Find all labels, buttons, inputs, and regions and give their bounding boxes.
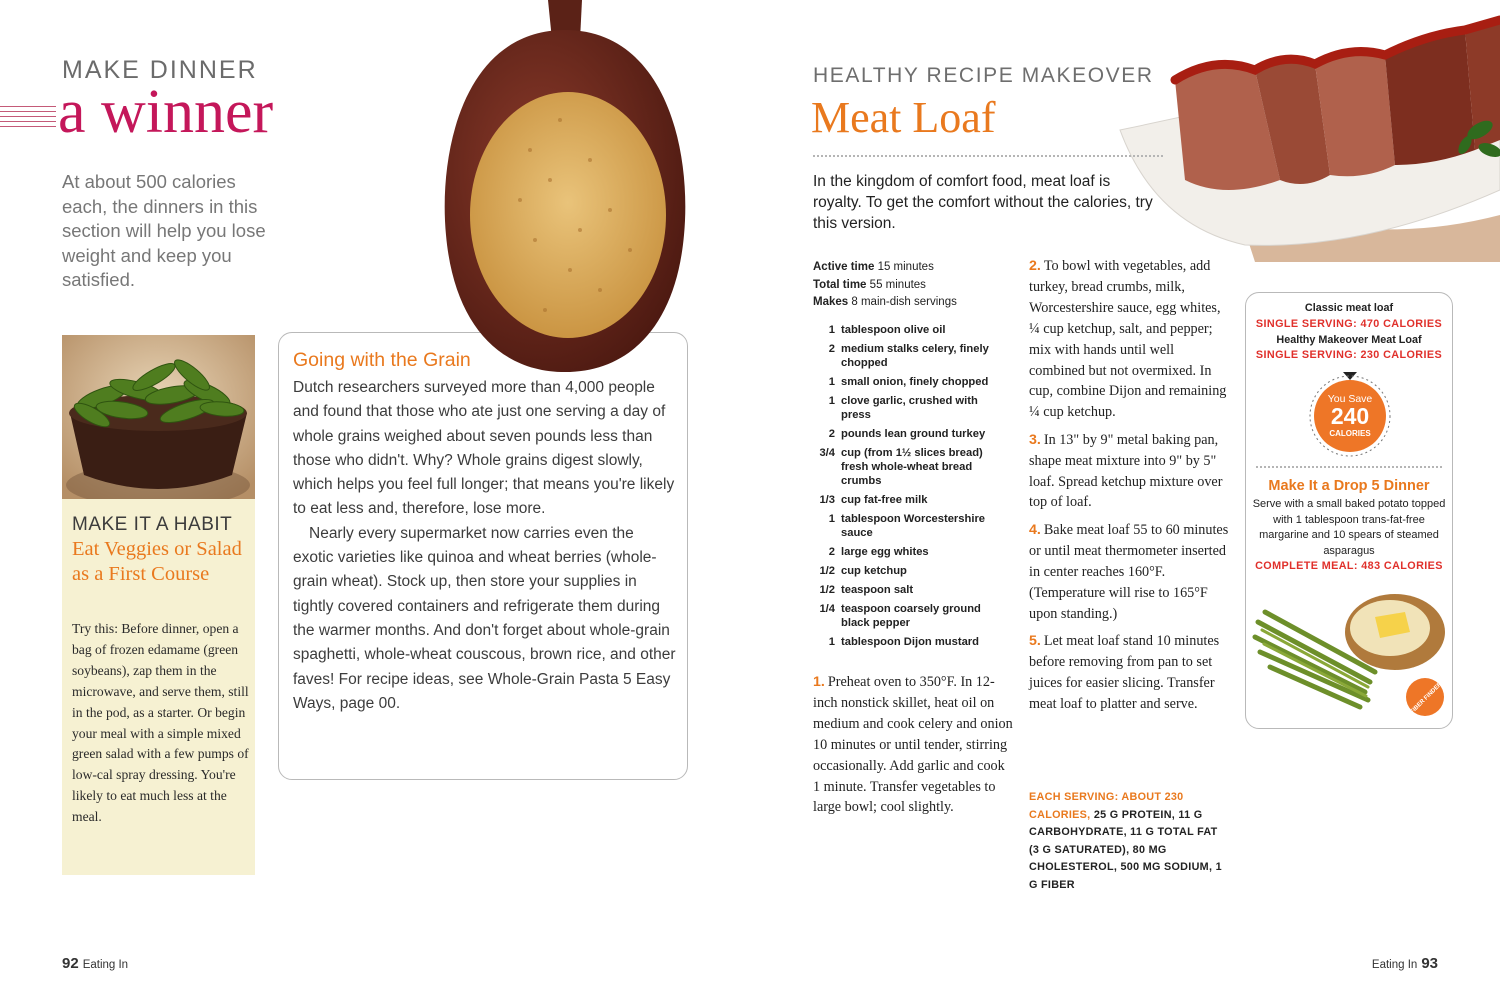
- directions-column-2: [1029, 256, 1229, 721]
- ingredient-quantity: 3/4: [819, 447, 835, 459]
- nutrition-label: EACH SERVING: ABOUT 230 CALORIES,: [1029, 791, 1184, 821]
- ingredient-quantity: 1: [828, 324, 835, 336]
- ingredient-quantity: 1: [828, 376, 835, 388]
- ingredient-text: cup fat-free milk: [841, 494, 928, 506]
- grain-paragraph: Dutch researchers surveyed more than 4,000 people and found that those who ate just one serving a day of whole grains weighed about seven pounds less than those who didn't. Why? Whole grains digest slowly, which helps you feel full longer; that means you're likely to eat less and, therefore, lose more.: [293, 379, 675, 518]
- ingredient-quantity: 1/4: [819, 603, 835, 615]
- servings-value: 8 main-dish servings: [851, 296, 957, 308]
- page-number: 93: [1421, 955, 1438, 972]
- total-time-label: Total time: [813, 278, 867, 291]
- step-text: Bake meat loaf 55 to 60 minutes or until meat thermometer inserted in center reaches 160°F. (Temperature will rise to 165°F upon standing.): [1029, 521, 1229, 622]
- fiber-finder-stamp: FIBER FINDER: [1409, 681, 1444, 716]
- sidebar-dotted-divider: [1256, 466, 1442, 468]
- recipe-title: Meat Loaf: [811, 93, 996, 142]
- step-number: 4.: [1029, 521, 1041, 538]
- step-text: Preheat oven to 350°F. In 12-inch nonstick skillet, heat oil on medium and cook celery and onion 10 minutes or until tender, stirring occasionally. Add garlic and cook 1 minute. Transfer vegetables to large bowl; cool slightly.: [813, 674, 1013, 816]
- ingredient-text: medium stalks celery, finely chopped: [841, 343, 989, 369]
- edamame-photo: [62, 335, 255, 499]
- folio-left: [62, 955, 128, 972]
- drop5-body: Serve with a small baked potato topped with 1 tablespoon trans-fat-free margarine and 10 spears of steamed asparagus: [1252, 498, 1446, 557]
- nutrition-info: [1029, 789, 1229, 894]
- ingredient-text: tablespoon Dijon mustard: [841, 636, 979, 648]
- recipe-kicker: HEALTHY RECIPE MAKEOVER: [813, 64, 1154, 87]
- total-time: [813, 277, 957, 295]
- folio-right: [1372, 955, 1438, 972]
- grain-spoon-photo: [440, 0, 690, 375]
- grain-title: Going with the Grain: [293, 349, 471, 371]
- ingredient-item: [813, 342, 1013, 370]
- nutrition-text: 25 G PROTEIN, 11 G CARBOHYDRATE, 11 G TOTAL FAT (3 G SATURATED), 80 MG CHOLESTEROL, 500 MG SODIUM, 1 G FIBER: [1029, 808, 1222, 891]
- direction-step: [1029, 430, 1229, 514]
- ingredient-text: cup ketchup: [841, 565, 907, 577]
- direction-step: [813, 672, 1013, 818]
- ingredient-item: [813, 394, 1013, 422]
- step-text: Let meat loaf stand 10 minutes before removing from pan to set juices for easier slicing. Transfer meat loaf to platter and serve.: [1029, 632, 1220, 712]
- ingredient-text: pounds lean ground turkey: [841, 428, 986, 440]
- ingredient-text: large egg whites: [841, 546, 929, 558]
- ingredient-item: [813, 512, 1013, 540]
- ingredient-item: [813, 545, 1013, 559]
- habit-title: Eat Veggies or Salad as a First Course: [72, 538, 242, 585]
- total-time-value: 55 minutes: [869, 278, 926, 291]
- step-text: In 13" by 9" metal baking pan, shape meat mixture into 9" by 5" loaf. Spread ketchup mixture over top of loaf.: [1029, 431, 1223, 511]
- badge-label: You Save: [1327, 393, 1373, 405]
- servings: [813, 294, 957, 312]
- classic-calories: SINGLE SERVING: 470 CALORIES: [1255, 318, 1443, 330]
- drop5-calories: COMPLETE MEAL: 483 CALORIES: [1255, 560, 1443, 572]
- folio-section: Eating In: [1371, 959, 1418, 971]
- active-time: [813, 259, 957, 277]
- recipe-intro: In the kingdom of comfort food, meat loaf is royalty. To get the comfort without the calories, try this version.: [813, 173, 1153, 232]
- meatloaf-photo: [1115, 0, 1500, 262]
- potato-asparagus-photo: [1250, 582, 1448, 722]
- step-number: 1.: [813, 674, 825, 690]
- ingredient-item: [813, 635, 1013, 649]
- ingredient-quantity: 2: [828, 343, 835, 355]
- dotted-divider: [813, 155, 1163, 157]
- section-intro: At about 500 calories each, the dinners in this section will help you lose weight and keep you satisfied.: [62, 171, 266, 290]
- decorative-rules: [0, 106, 56, 132]
- ingredient-item: [813, 564, 1013, 578]
- ingredient-quantity: 1: [828, 395, 835, 407]
- step-number: 3.: [1029, 431, 1041, 448]
- ingredient-quantity: 1: [828, 513, 835, 525]
- ingredient-item: [813, 493, 1013, 507]
- habit-body: Try this: Before dinner, open a bag of frozen edamame (green soybeans), zap them in the microwave, and serve them, still in the pod, as a starter. Or begin your meal with a simple mixed green salad with a few pumps of low-cal spray dressing. You're likely to eat much less at the meal.: [72, 621, 249, 825]
- folio-section: Eating In: [82, 959, 129, 971]
- step-number: 2.: [1029, 258, 1041, 274]
- ingredient-item: [813, 602, 1013, 630]
- ingredient-quantity: 1: [828, 636, 835, 648]
- savings-badge: [1307, 372, 1393, 458]
- grain-body: [293, 376, 677, 716]
- ingredient-text: teaspoon coarsely ground black pepper: [841, 603, 981, 629]
- ingredient-quantity: 1/2: [819, 565, 835, 577]
- active-time-value: 15 minutes: [877, 261, 934, 273]
- step-number: 5.: [1029, 632, 1041, 649]
- section-kicker: MAKE DINNER: [62, 56, 258, 84]
- direction-step: [1029, 256, 1229, 423]
- ingredient-quantity: 2: [828, 546, 835, 558]
- ingredient-text: cup (from 1½ slices bread) fresh whole-wheat bread crumbs: [841, 447, 983, 487]
- directions-column-1: [813, 672, 1013, 825]
- ingredient-list: [813, 323, 1013, 654]
- section-title: a winner: [58, 78, 274, 146]
- badge-unit: CALORIES: [1329, 429, 1371, 438]
- ingredient-item: [813, 375, 1013, 389]
- grain-paragraph: Nearly every supermarket now carries even the exotic varieties like quinoa and wheat berries (whole-grain wheat). Stock up, then store your supplies in tightly covered containers and refrigerate them during the warmer months. And don't forget about whole-grain spaghetti, whole-wheat couscous, brown rice, and other faves! For recipe ideas, see Whole-Grain Pasta 5 Easy Ways, page 00.: [293, 524, 676, 712]
- ingredient-text: clove garlic, crushed with press: [841, 395, 978, 421]
- active-time-label: Active time: [813, 261, 875, 273]
- drop5-title: Make It a Drop 5 Dinner: [1268, 478, 1430, 494]
- ingredient-text: tablespoon olive oil: [841, 324, 946, 336]
- ingredient-quantity: 2: [828, 428, 835, 440]
- servings-label: Makes: [813, 296, 849, 308]
- direction-step: [1029, 520, 1229, 625]
- ingredient-quantity: 1/3: [819, 494, 835, 506]
- classic-label: Classic meat loaf: [1304, 302, 1394, 314]
- makeover-label: Healthy Makeover Meat Loaf: [1276, 334, 1422, 346]
- ingredient-item: [813, 323, 1013, 337]
- step-text: To bowl with vegetables, add turkey, bread crumbs, milk, Worcestershire sauce, egg whites, ¼ cup ketchup, salt, and pepper; mix with hands until well combined but not overmixed. In cup, combine Dijon and remaining ¼ cup ketchup.: [1029, 258, 1227, 421]
- page-number: 92: [62, 955, 79, 972]
- ingredient-quantity: 1/2: [819, 584, 835, 596]
- ingredient-item: [813, 427, 1013, 441]
- recipe-meta: [813, 259, 957, 312]
- ingredient-item: [813, 583, 1013, 597]
- ingredient-text: small onion, finely chopped: [841, 376, 989, 388]
- direction-step: [1029, 631, 1229, 715]
- ingredient-text: tablespoon Worcestershire sauce: [841, 513, 986, 539]
- ingredient-item: [813, 446, 1013, 488]
- badge-number: 240: [1330, 403, 1370, 429]
- habit-kicker: MAKE IT A HABIT: [72, 514, 233, 535]
- makeover-calories: SINGLE SERVING: 230 CALORIES: [1255, 349, 1443, 361]
- ingredient-text: teaspoon salt: [841, 584, 914, 596]
